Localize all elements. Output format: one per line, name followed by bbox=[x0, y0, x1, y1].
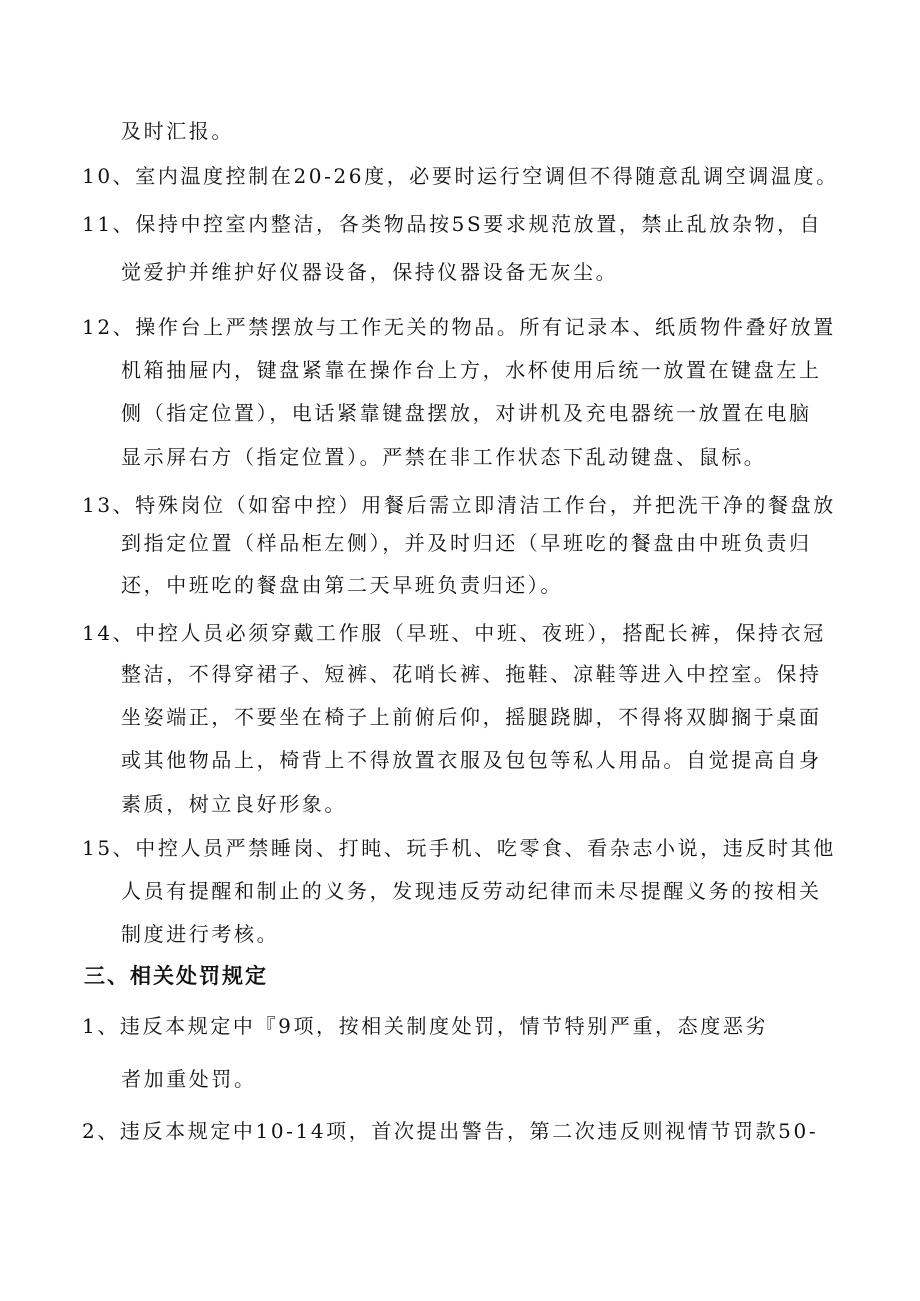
text-line: 素质，树立良好形象。 bbox=[121, 792, 347, 816]
text-line: 显示屏右方（指定位置）。严禁在非工作状态下乱动键盘、鼠标。 bbox=[121, 445, 767, 469]
text-line: 人员有提醒和制止的义务，发现违反劳动纪律而未尽提醒义务的按相关 bbox=[121, 879, 822, 903]
text-line: 机箱抽屉内，键盘紧靠在操作台上方，水杯使用后统一放置在键盘左上 bbox=[121, 358, 822, 382]
text-line: 2、违反本规定中10-14项，首次提出警告，第二次违反则视情节罚款50- bbox=[82, 1119, 819, 1143]
text-line: 11、保持中控室内整洁，各类物品按5S要求规范放置，禁止乱放杂物，自 bbox=[82, 212, 823, 236]
text-line: 13、特殊岗位（如窑中控）用餐后需立即清洁工作台，并把洗干净的餐盘放 bbox=[82, 493, 836, 517]
section-heading: 三、相关处罚规定 bbox=[84, 964, 268, 988]
text-line: 14、中控人员必须穿戴工作服（早班、中班、夜班），搭配长裤，保持衣冠 bbox=[82, 621, 826, 645]
text-line: 到指定位置（样品柜左侧），并及时归还（早班吃的餐盘由中班负责归 bbox=[121, 531, 812, 555]
text-line: 及时汇报。 bbox=[121, 119, 234, 143]
text-line: 制度进行考核。 bbox=[121, 922, 280, 946]
text-line: 15、中控人员严禁睡岗、打盹、玩手机、吃零食、看杂志小说，违反时其他 bbox=[82, 836, 836, 860]
text-line: 1、违反本规定中『9项，按相关制度处罚，情节特别严重，态度恶劣 bbox=[82, 1014, 769, 1038]
text-line: 觉爱护并维护好仪器设备，保持仪器设备无灰尘。 bbox=[121, 260, 619, 284]
text-line: 者加重处罚。 bbox=[121, 1067, 257, 1091]
text-line: 坐姿端正，不要坐在椅子上前俯后仰，摇腿跷脚，不得将双脚搁于桌面 bbox=[121, 705, 822, 729]
text-line: 12、操作台上严禁摆放与工作无关的物品。所有记录本、纸质物件叠好放置 bbox=[82, 315, 836, 339]
text-line: 侧（指定位置），电话紧靠键盘摆放，对讲机及充电器统一放置在电脑 bbox=[121, 401, 812, 425]
text-line: 还，中班吃的餐盘由第二天早班负责归还）。 bbox=[121, 573, 563, 597]
text-line: 10、室内温度控制在20-26度，必要时运行空调但不得随意乱调空调温度。 bbox=[82, 164, 839, 188]
text-line: 或其他物品上，椅背上不得放置衣服及包包等私人用品。自觉提高自身 bbox=[121, 748, 822, 772]
text-line: 整洁，不得穿裙子、短裤、花哨长裤、拖鞋、凉鞋等进入中控室。保持 bbox=[121, 662, 822, 686]
